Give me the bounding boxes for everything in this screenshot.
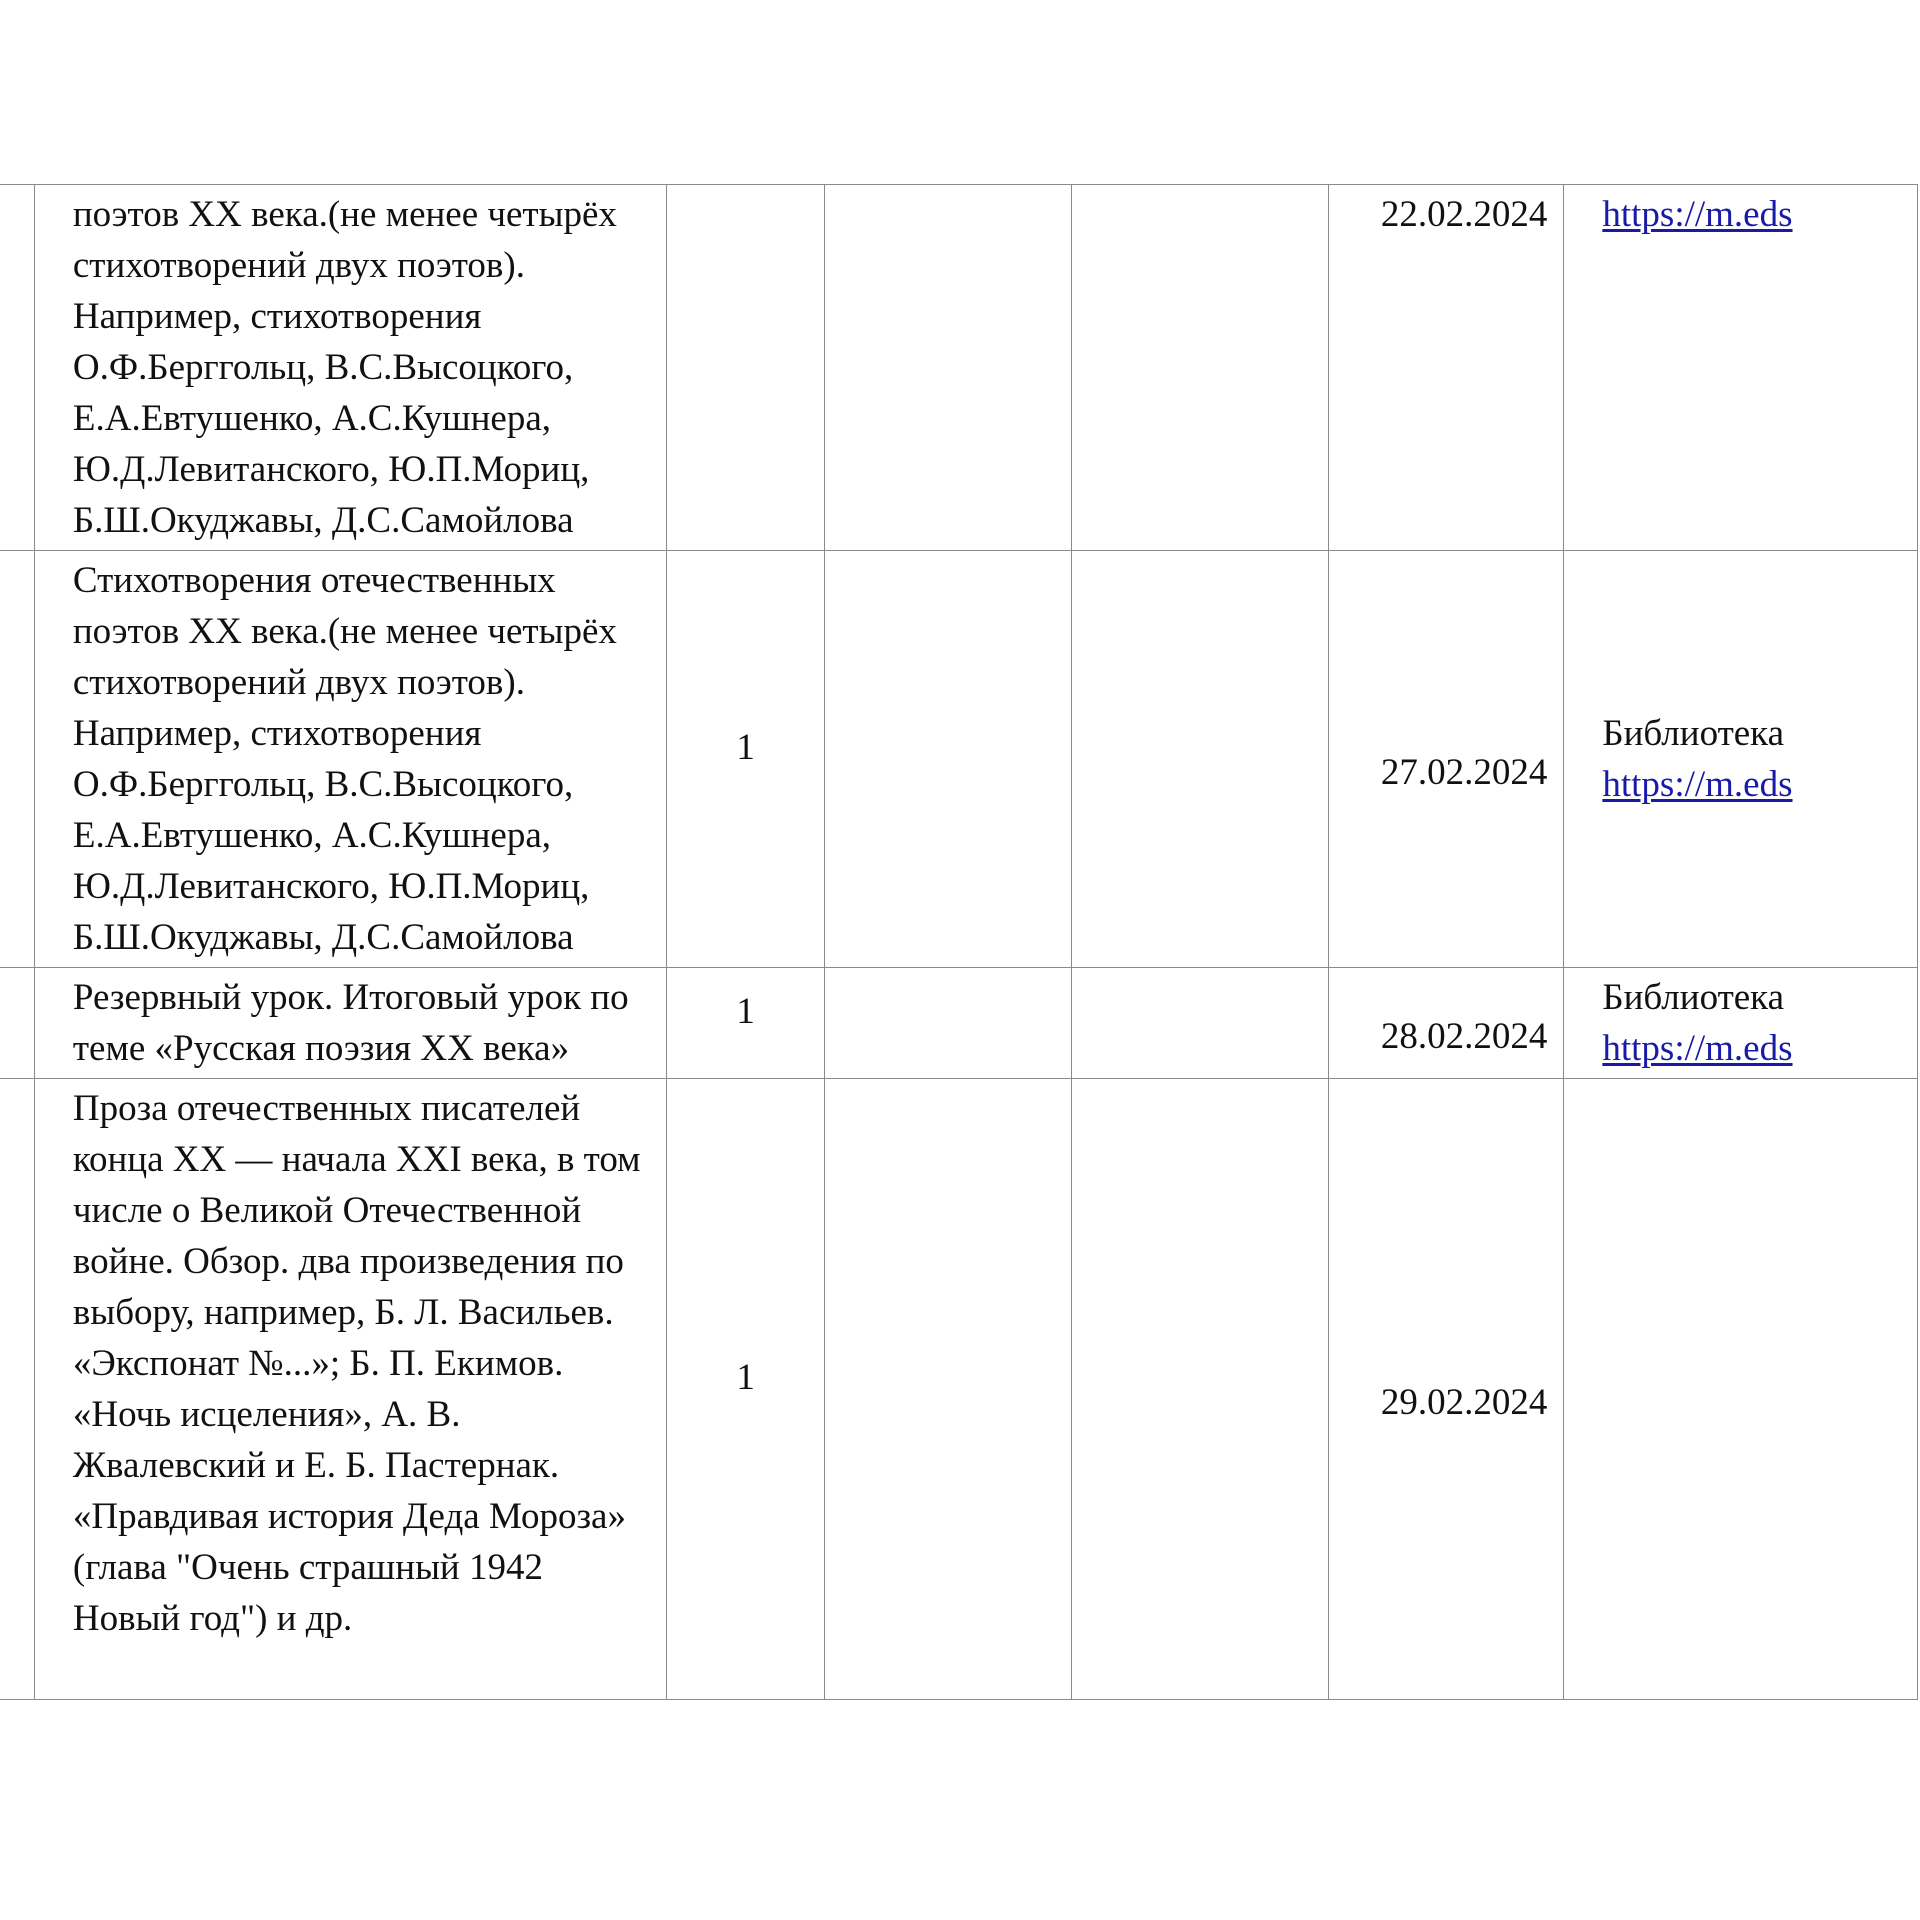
hours-cell xyxy=(666,551,825,968)
resource-label: Библиотека xyxy=(1602,713,1785,754)
resource-link[interactable]: https://m.eds xyxy=(1602,194,1793,235)
topic-text: Стихотворения отечественных поэтов XX века.(не менее четырёх стихотворений двух поэтов). Например, стихотворения О.Ф.Берггольц, В.С.Высоцкого, Е.А.Евтушенко, А.С.Кушнера, Ю.Д.Левитанского, Ю.П.Мориц, Б.Ш.Окуджавы, Д.С.Самойлова xyxy=(72,560,617,958)
hours-text: 1 xyxy=(736,726,755,768)
date-cell xyxy=(1328,185,1563,551)
control-works-cell xyxy=(825,185,1072,551)
topic-cell xyxy=(34,1079,666,1700)
practical-works-cell xyxy=(1072,1079,1329,1700)
topic-cell xyxy=(34,551,666,968)
resource-cell xyxy=(1564,551,1918,968)
date-cell xyxy=(1328,968,1563,1079)
control-works-cell xyxy=(825,551,1072,968)
control-works-cell xyxy=(825,1079,1072,1700)
topic-cell xyxy=(34,185,666,551)
topic-cell xyxy=(34,968,666,1079)
date-cell xyxy=(1328,1079,1563,1700)
date-text: 27.02.2024 xyxy=(1380,751,1548,793)
resource-label: Библиотека xyxy=(1602,977,1785,1018)
practical-works-cell xyxy=(1072,185,1329,551)
hours-cell xyxy=(666,185,825,551)
resource-cell xyxy=(1564,968,1918,1079)
lesson-schedule-table xyxy=(0,184,1918,1700)
hours-text: 1 xyxy=(736,1356,755,1398)
number-cell xyxy=(0,551,34,968)
number-cell xyxy=(0,968,34,1079)
number-cell xyxy=(0,1079,34,1700)
practical-works-cell xyxy=(1072,968,1329,1079)
date-text: 29.02.2024 xyxy=(1380,1381,1548,1423)
table-row xyxy=(0,551,1918,968)
date-text: 22.02.2024 xyxy=(1380,194,1548,235)
resource-link[interactable]: https://m.eds xyxy=(1602,764,1793,805)
table-row xyxy=(0,968,1918,1079)
control-works-cell xyxy=(825,968,1072,1079)
topic-text: Проза отечественных писателей конца XX — начала XXI века, в том числе о Великой Отечественной войне. Обзор. два произведения по выбору, например, Б. Л. Васильев. «Экспонат №...»; Б. П. Екимов. «Ночь исцеления», А. В. Жвалевский и Е. Б. Пастернак. «Правдивая история Деда Мороза» (глава "Очень страшный 1942 Новый год") и др. xyxy=(72,1088,641,1639)
hours-text: 1 xyxy=(736,990,755,1032)
hours-cell xyxy=(666,1079,825,1700)
topic-text: поэтов XX века.(не менее четырёх стихотворений двух поэтов). Например, стихотворения О.Ф.Берггольц, В.С.Высоцкого, Е.А.Евтушенко, А.С.Кушнера, Ю.Д.Левитанского, Ю.П.Мориц, Б.Ш.Окуджавы, Д.С.Самойлова xyxy=(72,194,617,541)
resource-cell xyxy=(1564,185,1918,551)
topic-text: Резервный урок. Итоговый урок по теме «Русская поэзия XX века» xyxy=(72,977,629,1069)
date-cell xyxy=(1328,551,1563,968)
date-text: 28.02.2024 xyxy=(1380,1015,1548,1057)
resource-link[interactable]: https://m.eds xyxy=(1602,1028,1793,1069)
table-row xyxy=(0,185,1918,551)
number-cell xyxy=(0,185,34,551)
table-row xyxy=(0,1079,1918,1700)
hours-cell xyxy=(666,968,825,1079)
practical-works-cell xyxy=(1072,551,1329,968)
resource-cell xyxy=(1564,1079,1918,1700)
